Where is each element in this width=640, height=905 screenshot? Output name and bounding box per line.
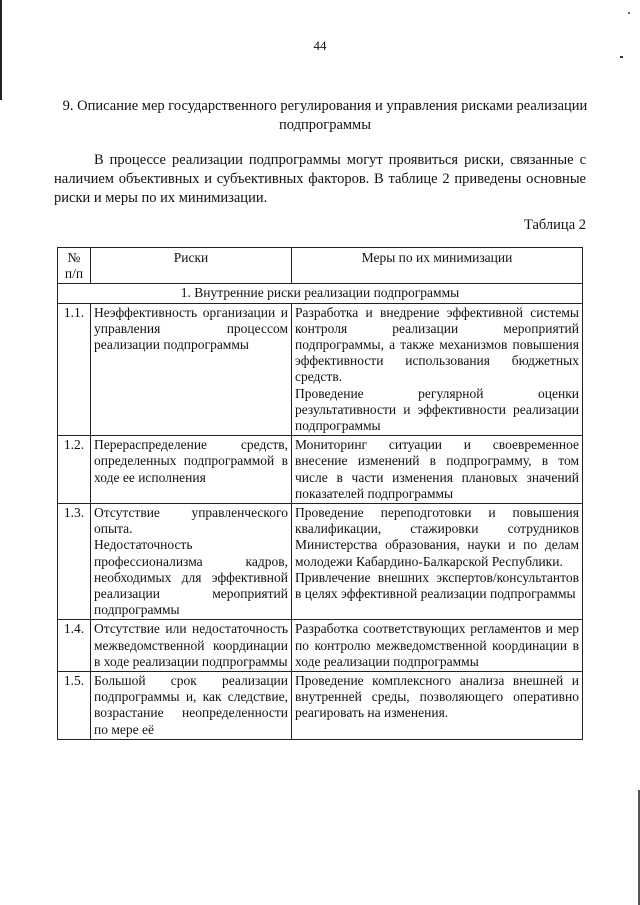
row-measures xyxy=(292,620,583,672)
measure-text: Проведение переподготовки и повышения квалификации, стажировки сотрудников Министерства образования, науки и по делам молодежи Кабардино-Балкарской Республики. xyxy=(295,505,579,569)
scan-speck xyxy=(628,12,630,14)
row-measures xyxy=(292,672,583,740)
row-num: 1.1. xyxy=(58,303,91,436)
table-header-row xyxy=(58,248,583,284)
row-num: 1.4. xyxy=(58,620,91,672)
measure-text: Разработка соответствующих регламентов и мер по контролю межведомственной координации в ходе реализации подпрограммы xyxy=(295,621,579,669)
risk-text: Большой срок реализации подпрограммы и, как следствие, возрастание неопределенности по мере её xyxy=(94,673,288,737)
row-risk xyxy=(91,620,292,672)
row-risk xyxy=(91,436,292,504)
table-section-row xyxy=(58,284,583,303)
section-1-label: 1. Внутренние риски реализации подпрограммы xyxy=(58,284,583,303)
table-caption: Таблица 2 xyxy=(523,217,586,233)
table-row xyxy=(58,672,583,740)
row-risk xyxy=(91,504,292,620)
risk-text: Неэффективность организации и управления процессом реализации подпрограммы xyxy=(94,304,288,353)
table-row xyxy=(58,303,583,436)
row-num: 1.2. xyxy=(58,436,91,504)
measure-text: Разработка и внедрение эффективной системы контроля реализации мероприятий подпрограммы, а также механизмов повышения эффективности использования бюджетных средств. xyxy=(295,304,579,385)
header-num: № п/п xyxy=(58,248,91,284)
risk-text: Отсутствие управленческого опыта. xyxy=(94,505,288,537)
row-num: 1.3. xyxy=(58,504,91,620)
row-risk xyxy=(91,303,292,436)
header-measures: Меры по их минимизации xyxy=(292,248,583,284)
row-measures xyxy=(292,436,583,504)
risk-text: Недостаточность профессионализма кадров, необходимых для эффективной реализации мероприятий подпрограммы xyxy=(94,537,288,618)
page-number: 44 xyxy=(313,38,327,53)
row-measures xyxy=(292,303,583,436)
measure-text: Проведение регулярной оценки результативности и эффективности реализации подпрограммы xyxy=(295,385,579,434)
measure-text: Привлечение внешних экспертов/консультантов в целях эффективной реализации подпрограммы xyxy=(295,569,579,602)
row-num: 1.5. xyxy=(58,672,91,740)
table-row xyxy=(58,436,583,504)
row-measures xyxy=(292,504,583,620)
intro-paragraph: В процессе реализации подпрограммы могут проявиться риски, связанные с наличием объективных и субъективных факторов. В таблице 2 приведены основные риски и меры по их минимизации. xyxy=(54,152,586,206)
table-row xyxy=(58,620,583,672)
risk-table xyxy=(57,247,583,740)
row-risk xyxy=(91,672,292,740)
section-title: 9. Описание мер государственного регулирования и управления рисками реализации подпрограммы xyxy=(62,98,588,133)
measure-text: Мониторинг ситуации и своевременное внесение изменений в подпрограмму, в том числе в части изменения плановых значений показателей подпрограммы xyxy=(295,437,579,501)
risk-text: Перераспределение средств, определенных подпрограммой в ходе ее исполнения xyxy=(94,437,288,485)
scan-speck xyxy=(620,56,623,58)
measure-text: Проведение комплексного анализа внешней и внутренней среды, позволяющего оперативно реагировать на изменения. xyxy=(295,673,579,721)
risk-text: Отсутствие или недостаточность межведомственной координации в ходе реализации подпрограммы xyxy=(94,621,288,669)
table-row xyxy=(58,504,583,620)
header-risks: Риски xyxy=(91,248,292,284)
